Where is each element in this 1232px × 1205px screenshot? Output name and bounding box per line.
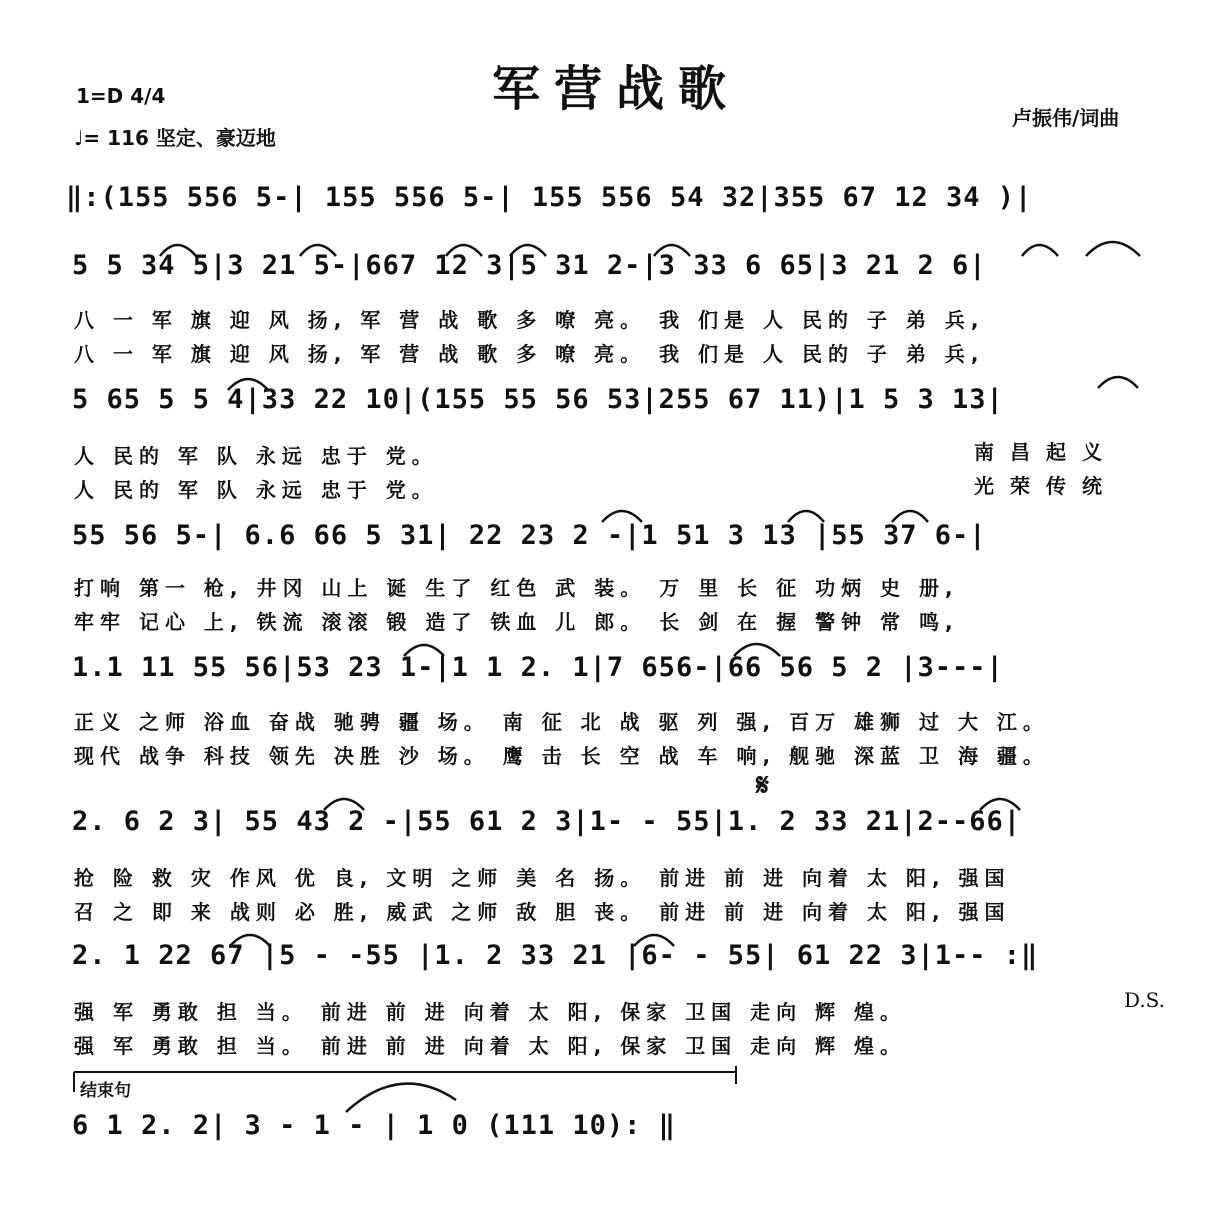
notation-row-5: 1.1 11 55 56|53 23 1-|1 1 2. 1|7 656-|66 56 5 2 |3---|: [72, 652, 1004, 683]
lyric-row-4-verse-1: 打响 第一 枪, 井冈 山上 诞 生了 红色 武 装。 万 里 长 征 功炳 史 册,: [74, 576, 959, 600]
slur: [788, 511, 824, 522]
notation-row-3: 5 65 5 5 4|33 22 10|(155 55 56 53|255 67 11)|1 5 3 13|: [72, 384, 1004, 415]
key-time-signature: 1=D 4/4: [76, 84, 166, 108]
slur: [300, 245, 336, 256]
slur: [160, 245, 196, 256]
slur: [230, 935, 270, 946]
slur: [324, 799, 364, 810]
notation-row-coda: 6 1 2. 2| 3 - 1 - | 1 0 (111 10): ‖: [72, 1110, 676, 1141]
slur: [346, 1084, 456, 1112]
lyric-row-7-verse-1: 强 军 勇敢 担 当。 前进 前 进 向着 太 阳, 保家 卫国 走向 辉 煌。: [74, 1000, 907, 1024]
notation-row-4: 55 56 5-| 6.6 66 5 31| 22 23 2 -|1 51 3 13 |55 37 6-|: [72, 520, 987, 551]
ds-marking: D.S.: [1124, 988, 1166, 1012]
slur: [1086, 242, 1140, 256]
coda-bracket: [74, 1066, 736, 1092]
lyric-row-5-verse-2: 现代 战争 科技 领先 决胜 沙 场。 鹰 击 长 空 战 车 响, 舰驰 深蓝 卫 海 疆。: [74, 744, 1049, 768]
lyric-row-3-right-verse-2: 光荣传统: [974, 474, 1118, 498]
author-credit: 卢振伟/词曲: [1012, 106, 1120, 130]
notation-row-7: 2. 1 22 67 |5 - -55 |1. 2 33 21 |6- - 55| 61 22 3|1-- :‖: [72, 940, 1039, 971]
slur: [404, 645, 444, 656]
lyric-row-3-right-verse-1: 南昌起义: [974, 440, 1118, 464]
notation-row-6: 2. 6 2 3| 55 43 2 -|55 61 2 3|1- - 55|1. 2 33 21|2--66|: [72, 806, 1022, 837]
notation-row-1: ‖:(155 556 5-| 155 556 5-| 155 556 54 32|355 67 12 34 )|: [66, 182, 1033, 213]
notation-row-2: 5 5 34 5|3 21 5-|667 12 3|5 31 2-|3 33 6 65|3 21 2 6|: [72, 250, 987, 281]
lyric-row-2-verse-1: 八 一 军 旗 迎 风 扬, 军 营 战 歌 多 嘹 亮。 我 们是 人 民的 子 弟 兵,: [74, 308, 985, 332]
slur: [510, 245, 546, 256]
slur: [734, 644, 780, 656]
slur: [980, 799, 1020, 810]
lyric-row-2-verse-2: 八 一 军 旗 迎 风 扬, 军 营 战 歌 多 嘹 亮。 我 们是 人 民的 子 弟 兵,: [74, 342, 985, 366]
lyric-row-3-verse-2: 人 民的 军 队 永远 忠于 党。: [74, 478, 438, 502]
slur: [602, 511, 642, 522]
slur: [446, 245, 482, 256]
lyric-row-5-verse-1: 正义 之师 浴血 奋战 驰骋 疆 场。 南 征 北 战 驱 列 强, 百万 雄狮 过 大 江。: [74, 710, 1049, 734]
lyric-row-6-verse-1: 抢 险 救 灾 作风 优 良, 文明 之师 美 名 扬。 前进 前 进 向着 太 阳, 强国: [74, 866, 1011, 890]
song-title: 军营战歌: [491, 61, 740, 117]
slur: [1022, 245, 1058, 256]
slurs: [160, 242, 1140, 1112]
lyric-row-3-verse-1: 人 民的 军 队 永远 忠于 党。: [74, 444, 438, 468]
tempo-marking: ♩= 116 坚定、豪迈地: [74, 126, 276, 150]
coda-label: 结束句: [80, 1081, 131, 1101]
slur: [228, 379, 268, 390]
slur: [654, 245, 690, 256]
lyric-row-7-verse-2: 强 军 勇敢 担 当。 前进 前 进 向着 太 阳, 保家 卫国 走向 辉 煌。: [74, 1034, 907, 1058]
slur: [634, 935, 674, 946]
lyric-row-6-verse-2: 召 之 即 来 战则 必 胜, 威武 之师 敌 胆 丧。 前进 前 进 向着 太 阳, 强国: [74, 900, 1011, 924]
slur: [1098, 377, 1138, 388]
lyric-row-4-verse-2: 牢牢 记心 上, 铁流 滚滚 锻 造了 铁血 儿 郎。 长 剑 在 握 警钟 常 鸣,: [74, 610, 959, 634]
slur: [892, 511, 928, 522]
segno-sign: 𝄋: [756, 768, 769, 803]
